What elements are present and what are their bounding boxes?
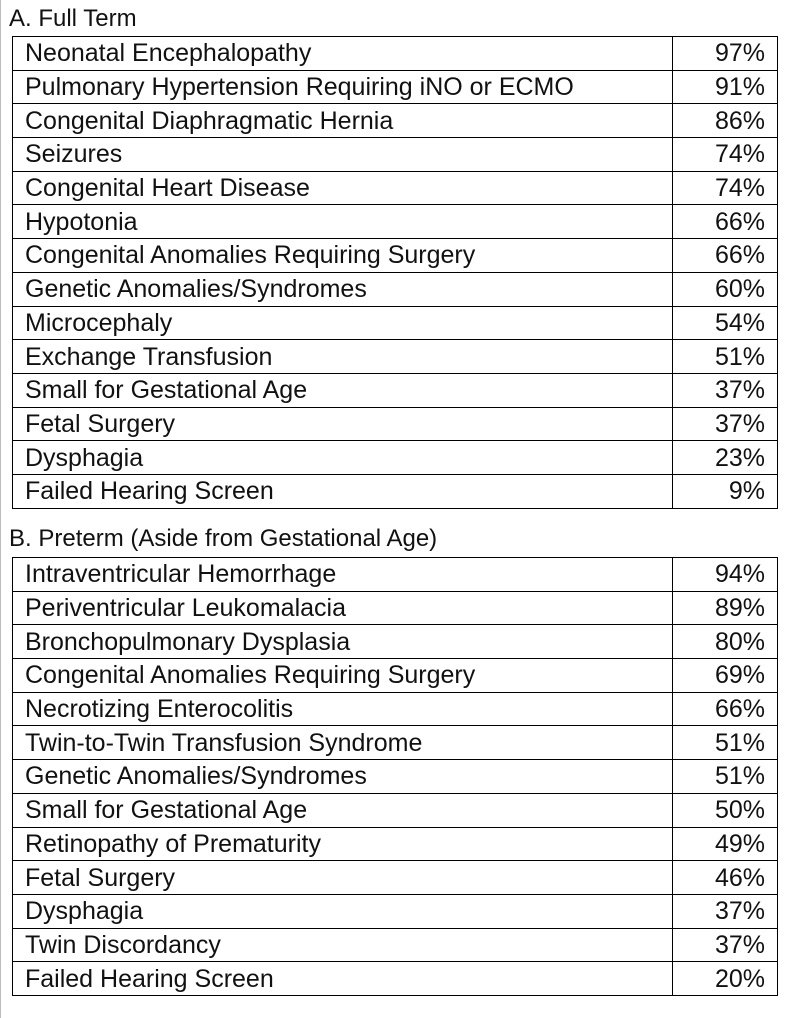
percentage-value: 37% [673, 928, 778, 962]
condition-label: Small for Gestational Age [13, 373, 673, 407]
percentage-value: 37% [673, 373, 778, 407]
table-row [13, 760, 778, 794]
condition-label: Failed Hearing Screen [13, 474, 673, 508]
percentage-value: 23% [673, 441, 778, 475]
percentage-value: 69% [673, 659, 778, 693]
condition-label: Intraventricular Hemorrhage [13, 558, 673, 592]
full-term-table [12, 36, 778, 509]
condition-label: Microcephaly [13, 306, 673, 340]
condition-label: Exchange Transfusion [13, 340, 673, 374]
percentage-value: 9% [673, 474, 778, 508]
percentage-value: 74% [673, 138, 778, 172]
condition-label: Twin-to-Twin Transfusion Syndrome [13, 726, 673, 760]
table-row [13, 205, 778, 239]
table-row [13, 272, 778, 306]
percentage-value: 49% [673, 827, 778, 861]
percentage-value: 37% [673, 407, 778, 441]
condition-label: Necrotizing Enterocolitis [13, 692, 673, 726]
percentage-value: 60% [673, 272, 778, 306]
table-row [13, 928, 778, 962]
condition-label: Congenital Anomalies Requiring Surgery [13, 239, 673, 273]
condition-label: Genetic Anomalies/Syndromes [13, 760, 673, 794]
condition-label: Fetal Surgery [13, 861, 673, 895]
percentage-value: 51% [673, 340, 778, 374]
table-row [13, 340, 778, 374]
table-row [13, 894, 778, 928]
percentage-value: 91% [673, 70, 778, 104]
percentage-value: 51% [673, 726, 778, 760]
percentage-value: 74% [673, 171, 778, 205]
condition-label: Genetic Anomalies/Syndromes [13, 272, 673, 306]
table-row [13, 659, 778, 693]
condition-label: Congenital Diaphragmatic Hernia [13, 104, 673, 138]
percentage-value: 94% [673, 558, 778, 592]
section-heading-full-term: A. Full Term [9, 5, 137, 32]
table-row [13, 171, 778, 205]
table-row [13, 591, 778, 625]
table-row [13, 558, 778, 592]
table-row [13, 692, 778, 726]
condition-label: Bronchopulmonary Dysplasia [13, 625, 673, 659]
condition-label: Failed Hearing Screen [13, 962, 673, 996]
percentage-value: 89% [673, 591, 778, 625]
condition-label: Hypotonia [13, 205, 673, 239]
table-row [13, 239, 778, 273]
percentage-value: 37% [673, 894, 778, 928]
condition-label: Pulmonary Hypertension Requiring iNO or ECMO [13, 70, 673, 104]
condition-label: Congenital Anomalies Requiring Surgery [13, 659, 673, 693]
percentage-value: 46% [673, 861, 778, 895]
condition-label: Dysphagia [13, 894, 673, 928]
table-row [13, 827, 778, 861]
table-row [13, 138, 778, 172]
percentage-value: 66% [673, 205, 778, 239]
section-heading-preterm: B. Preterm (Aside from Gestational Age) [9, 525, 438, 552]
condition-label: Neonatal Encephalopathy [13, 37, 673, 71]
table-row [13, 861, 778, 895]
table-row [13, 474, 778, 508]
percentage-value: 51% [673, 760, 778, 794]
condition-label: Fetal Surgery [13, 407, 673, 441]
condition-label: Small for Gestational Age [13, 793, 673, 827]
percentage-value: 66% [673, 692, 778, 726]
table-row [13, 70, 778, 104]
table-row [13, 441, 778, 475]
table-row [13, 793, 778, 827]
percentage-value: 54% [673, 306, 778, 340]
table-row [13, 625, 778, 659]
percentage-value: 66% [673, 239, 778, 273]
percentage-value: 20% [673, 962, 778, 996]
percentage-value: 86% [673, 104, 778, 138]
condition-label: Dysphagia [13, 441, 673, 475]
condition-label: Retinopathy of Prematurity [13, 827, 673, 861]
table-row [13, 104, 778, 138]
table-row [13, 726, 778, 760]
table-row [13, 37, 778, 71]
percentage-value: 80% [673, 625, 778, 659]
percentage-value: 50% [673, 793, 778, 827]
preterm-table [12, 557, 778, 996]
table-row [13, 306, 778, 340]
condition-label: Twin Discordancy [13, 928, 673, 962]
condition-label: Congenital Heart Disease [13, 171, 673, 205]
condition-label: Periventricular Leukomalacia [13, 591, 673, 625]
table-row [13, 407, 778, 441]
percentage-value: 97% [673, 37, 778, 71]
table-row [13, 962, 778, 996]
condition-label: Seizures [13, 138, 673, 172]
table-row [13, 373, 778, 407]
